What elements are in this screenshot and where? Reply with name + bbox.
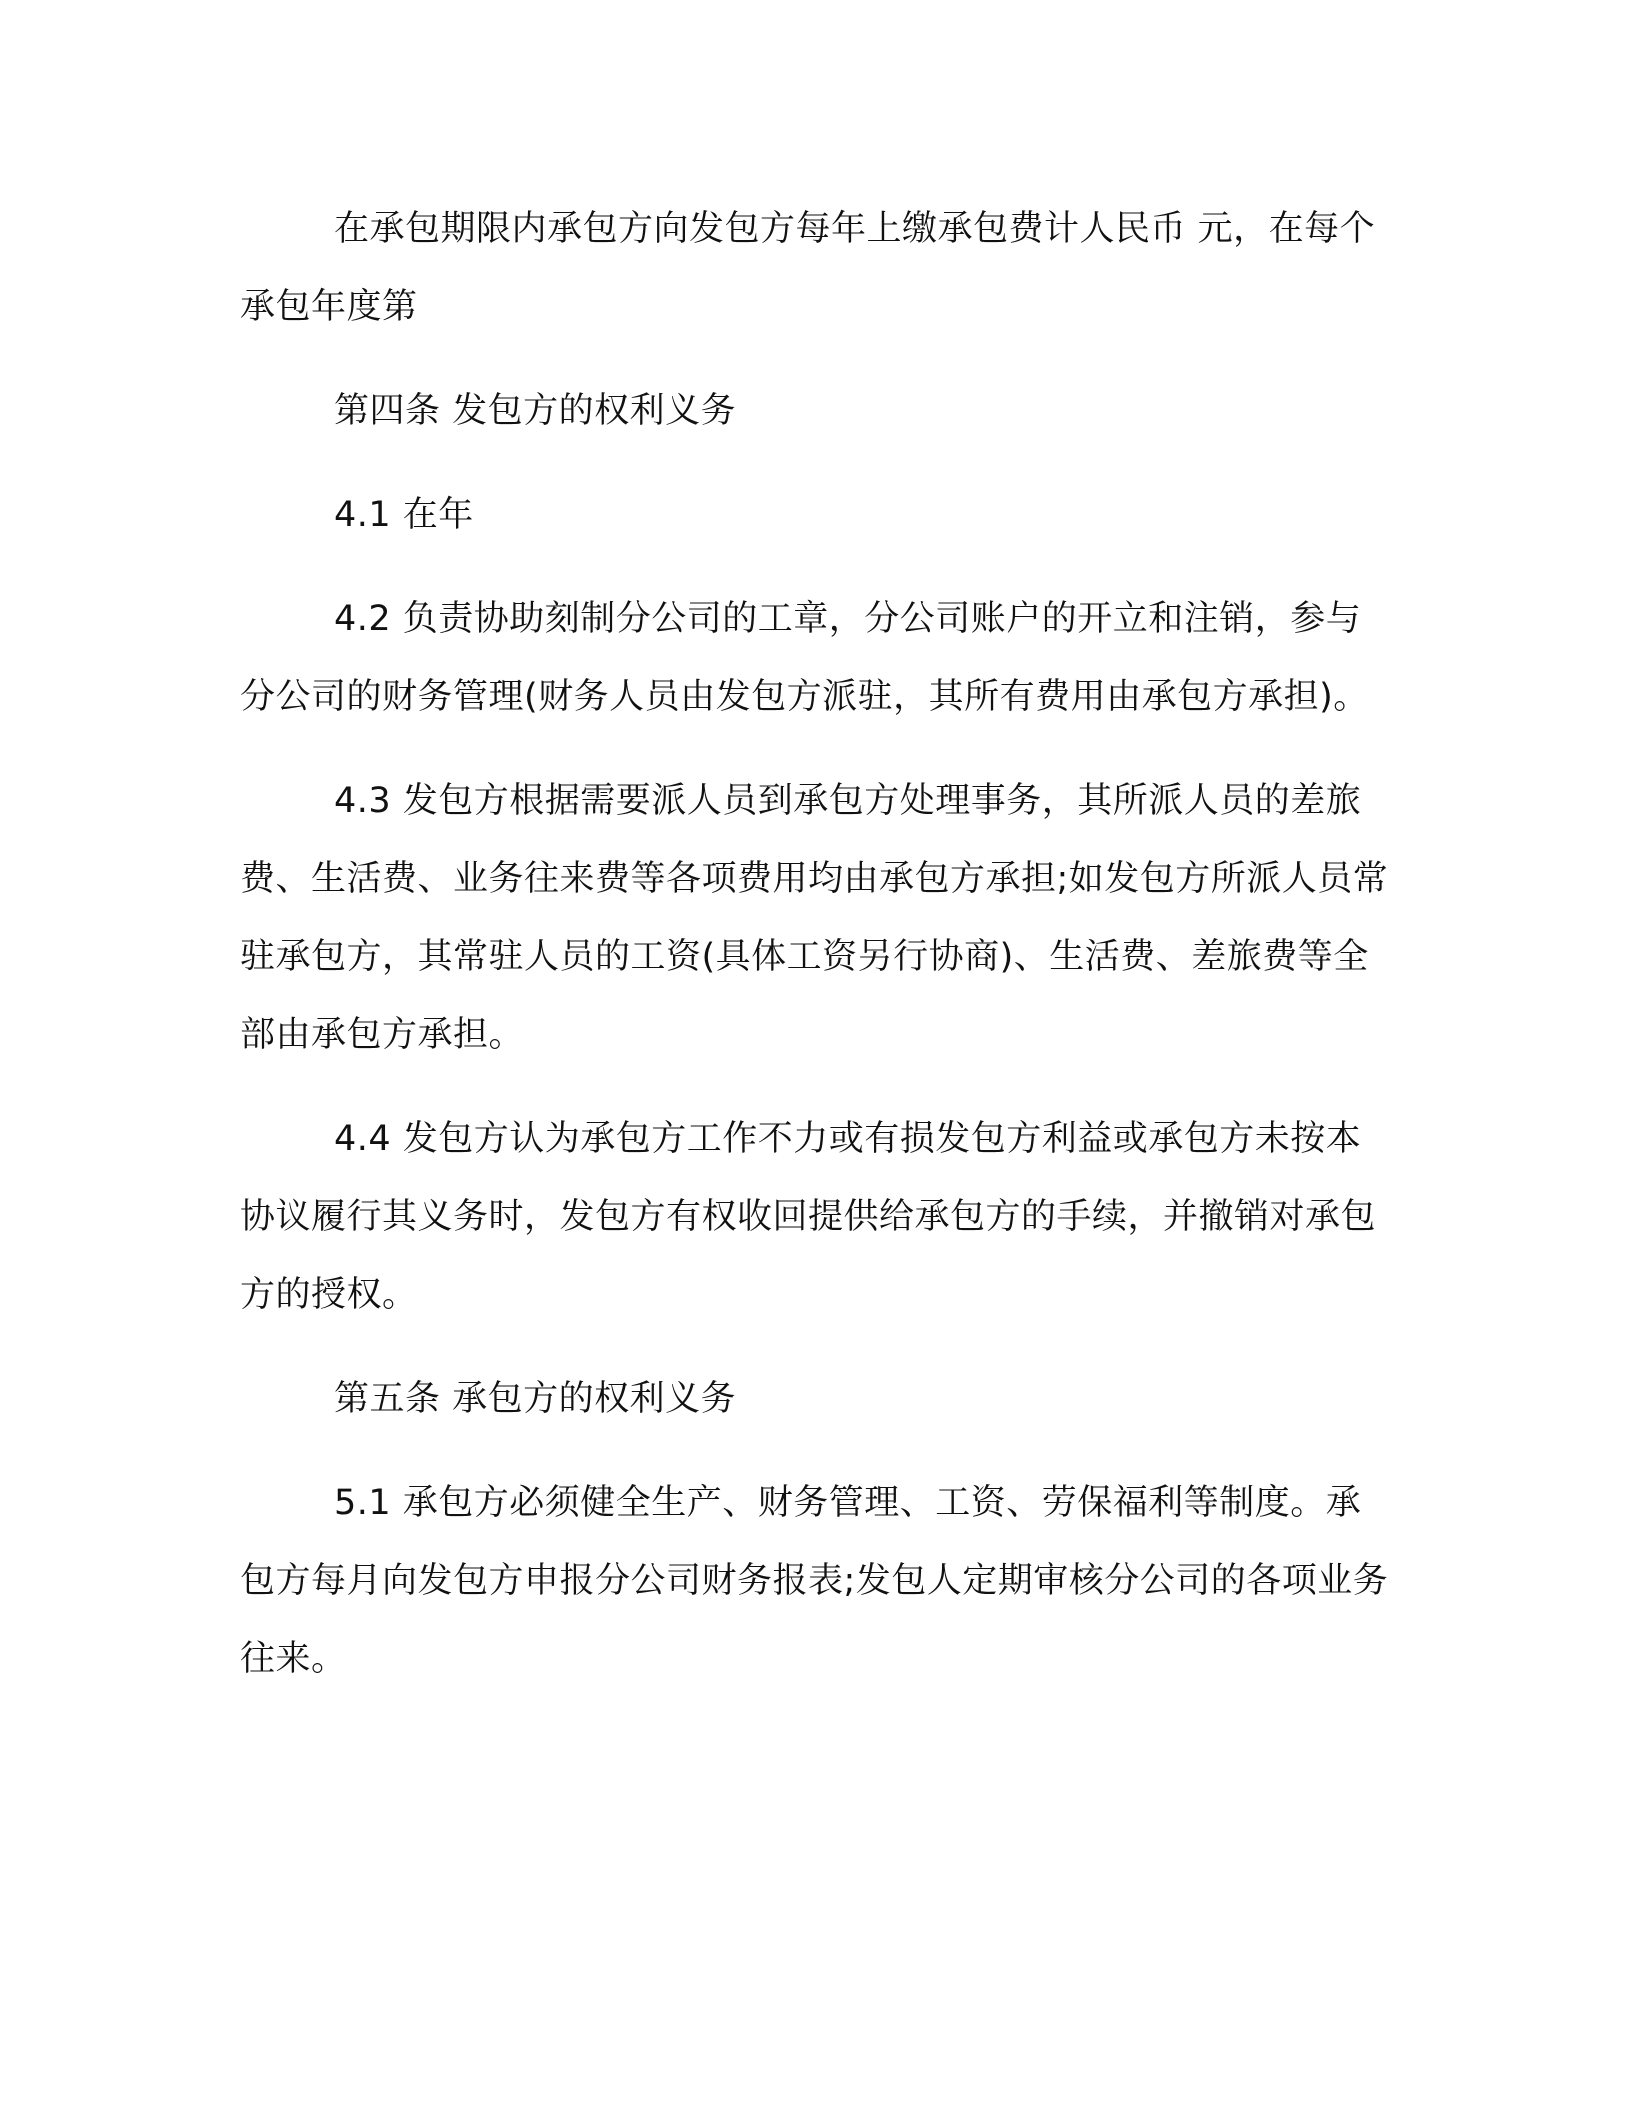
clause-4-4: 4.4 发包方认为承包方工作不力或有损发包方利益或承包方未按本协议履行其义务时，发包方有权收回提供给承包方的手续，并撤销对承包方的授权。: [240, 1119, 1377, 1315]
document-body: [240, 190, 1390, 1724]
clause-4-1: 4.1 在年: [334, 495, 474, 535]
clause-4-3: 4.3 发包方根据需要派人员到承包方处理事务，其所派人员的差旅费、生活费、业务往来费等各项费用均由承包方承担;如发包方所派人员常驻承包方，其常驻人员的工资(具体工资另行协商)、生活费、差旅费等全部由承包方承担。: [240, 781, 1389, 1055]
clause-4-2: 4.2 负责协助刻制分公司的工章，分公司账户的开立和注销，参与分公司的财务管理(财务人员由发包方派驻，其所有费用由承包方承担)。: [240, 599, 1369, 717]
paragraph-contract-fee: 在承包期限内承包方向发包方每年上缴承包费计人民币 元，在每个承包年度第: [240, 209, 1376, 327]
article-four-heading: 第四条 发包方的权利义务: [334, 391, 737, 431]
article-five-heading: 第五条 承包方的权利义务: [334, 1379, 737, 1419]
clause-5-1: 5.1 承包方必须健全生产、财务管理、工资、劳保福利等制度。承包方每月向发包方申报分公司财务报表;发包人定期审核分公司的各项业务往来。: [240, 1483, 1389, 1679]
